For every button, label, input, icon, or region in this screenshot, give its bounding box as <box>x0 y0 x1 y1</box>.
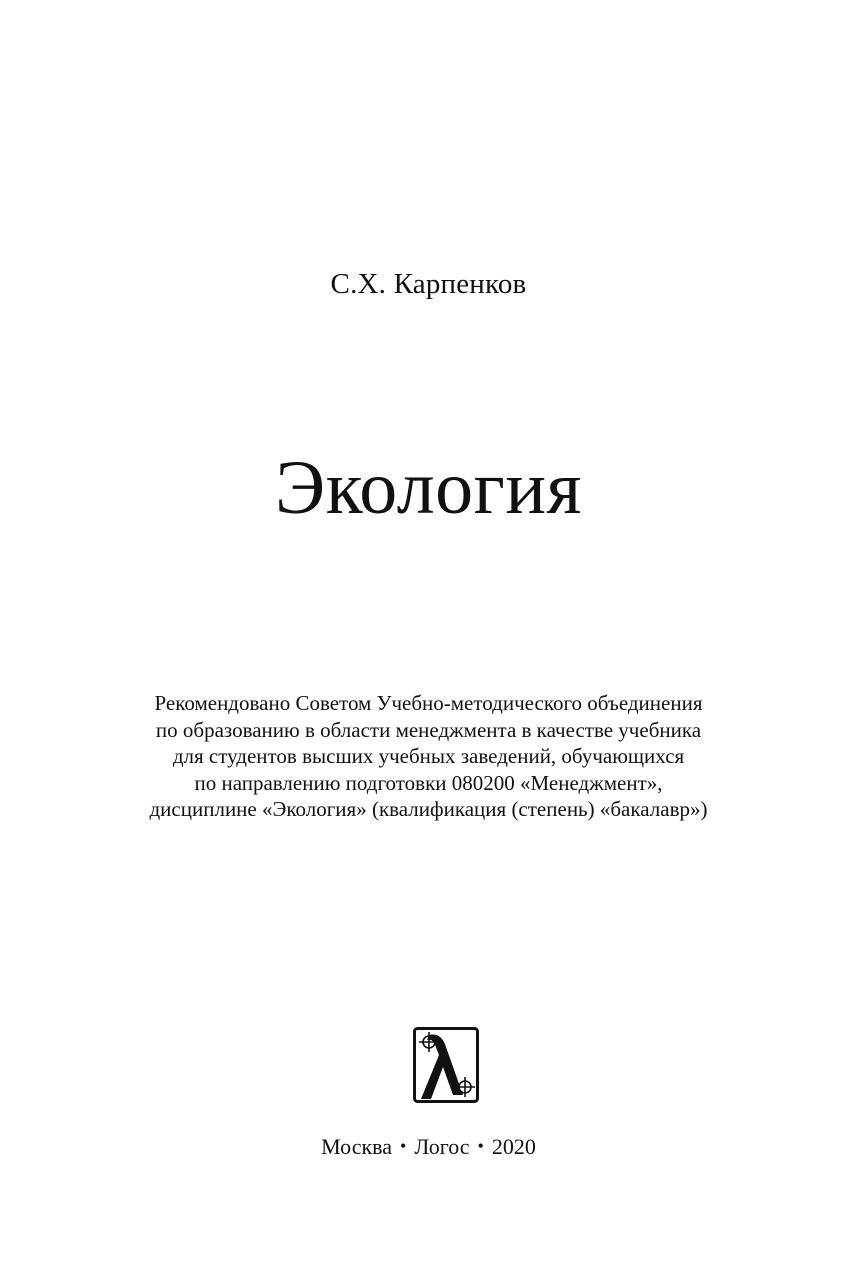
imprint-city: Москва <box>321 1134 393 1159</box>
recommendation-line: по образованию в области менеджмента в качестве учебника <box>155 717 702 742</box>
separator-dot: • <box>400 1136 407 1156</box>
recommendation-line: Рекомендовано Советом Учебно-методического объединения <box>154 691 703 715</box>
imprint-publisher: Логос <box>414 1134 470 1159</box>
author-name: С.Х. Карпенков <box>330 268 527 300</box>
imprint <box>0 1132 857 1163</box>
recommendation-line: по направлению подготовки 080200 «Менеджмент», <box>194 770 663 795</box>
recommendation-line: для студентов высших учебных заведений, обучающихся <box>172 744 685 768</box>
recommendation-line: дисциплине «Экология» (квалификация (степень) «бакалавр») <box>149 797 708 821</box>
book-title: Экология <box>275 446 582 530</box>
separator-dot: • <box>477 1136 484 1156</box>
lambda-logo-icon <box>413 1027 479 1103</box>
recommendation-text <box>0 690 857 823</box>
imprint-year: 2020 <box>491 1134 536 1159</box>
